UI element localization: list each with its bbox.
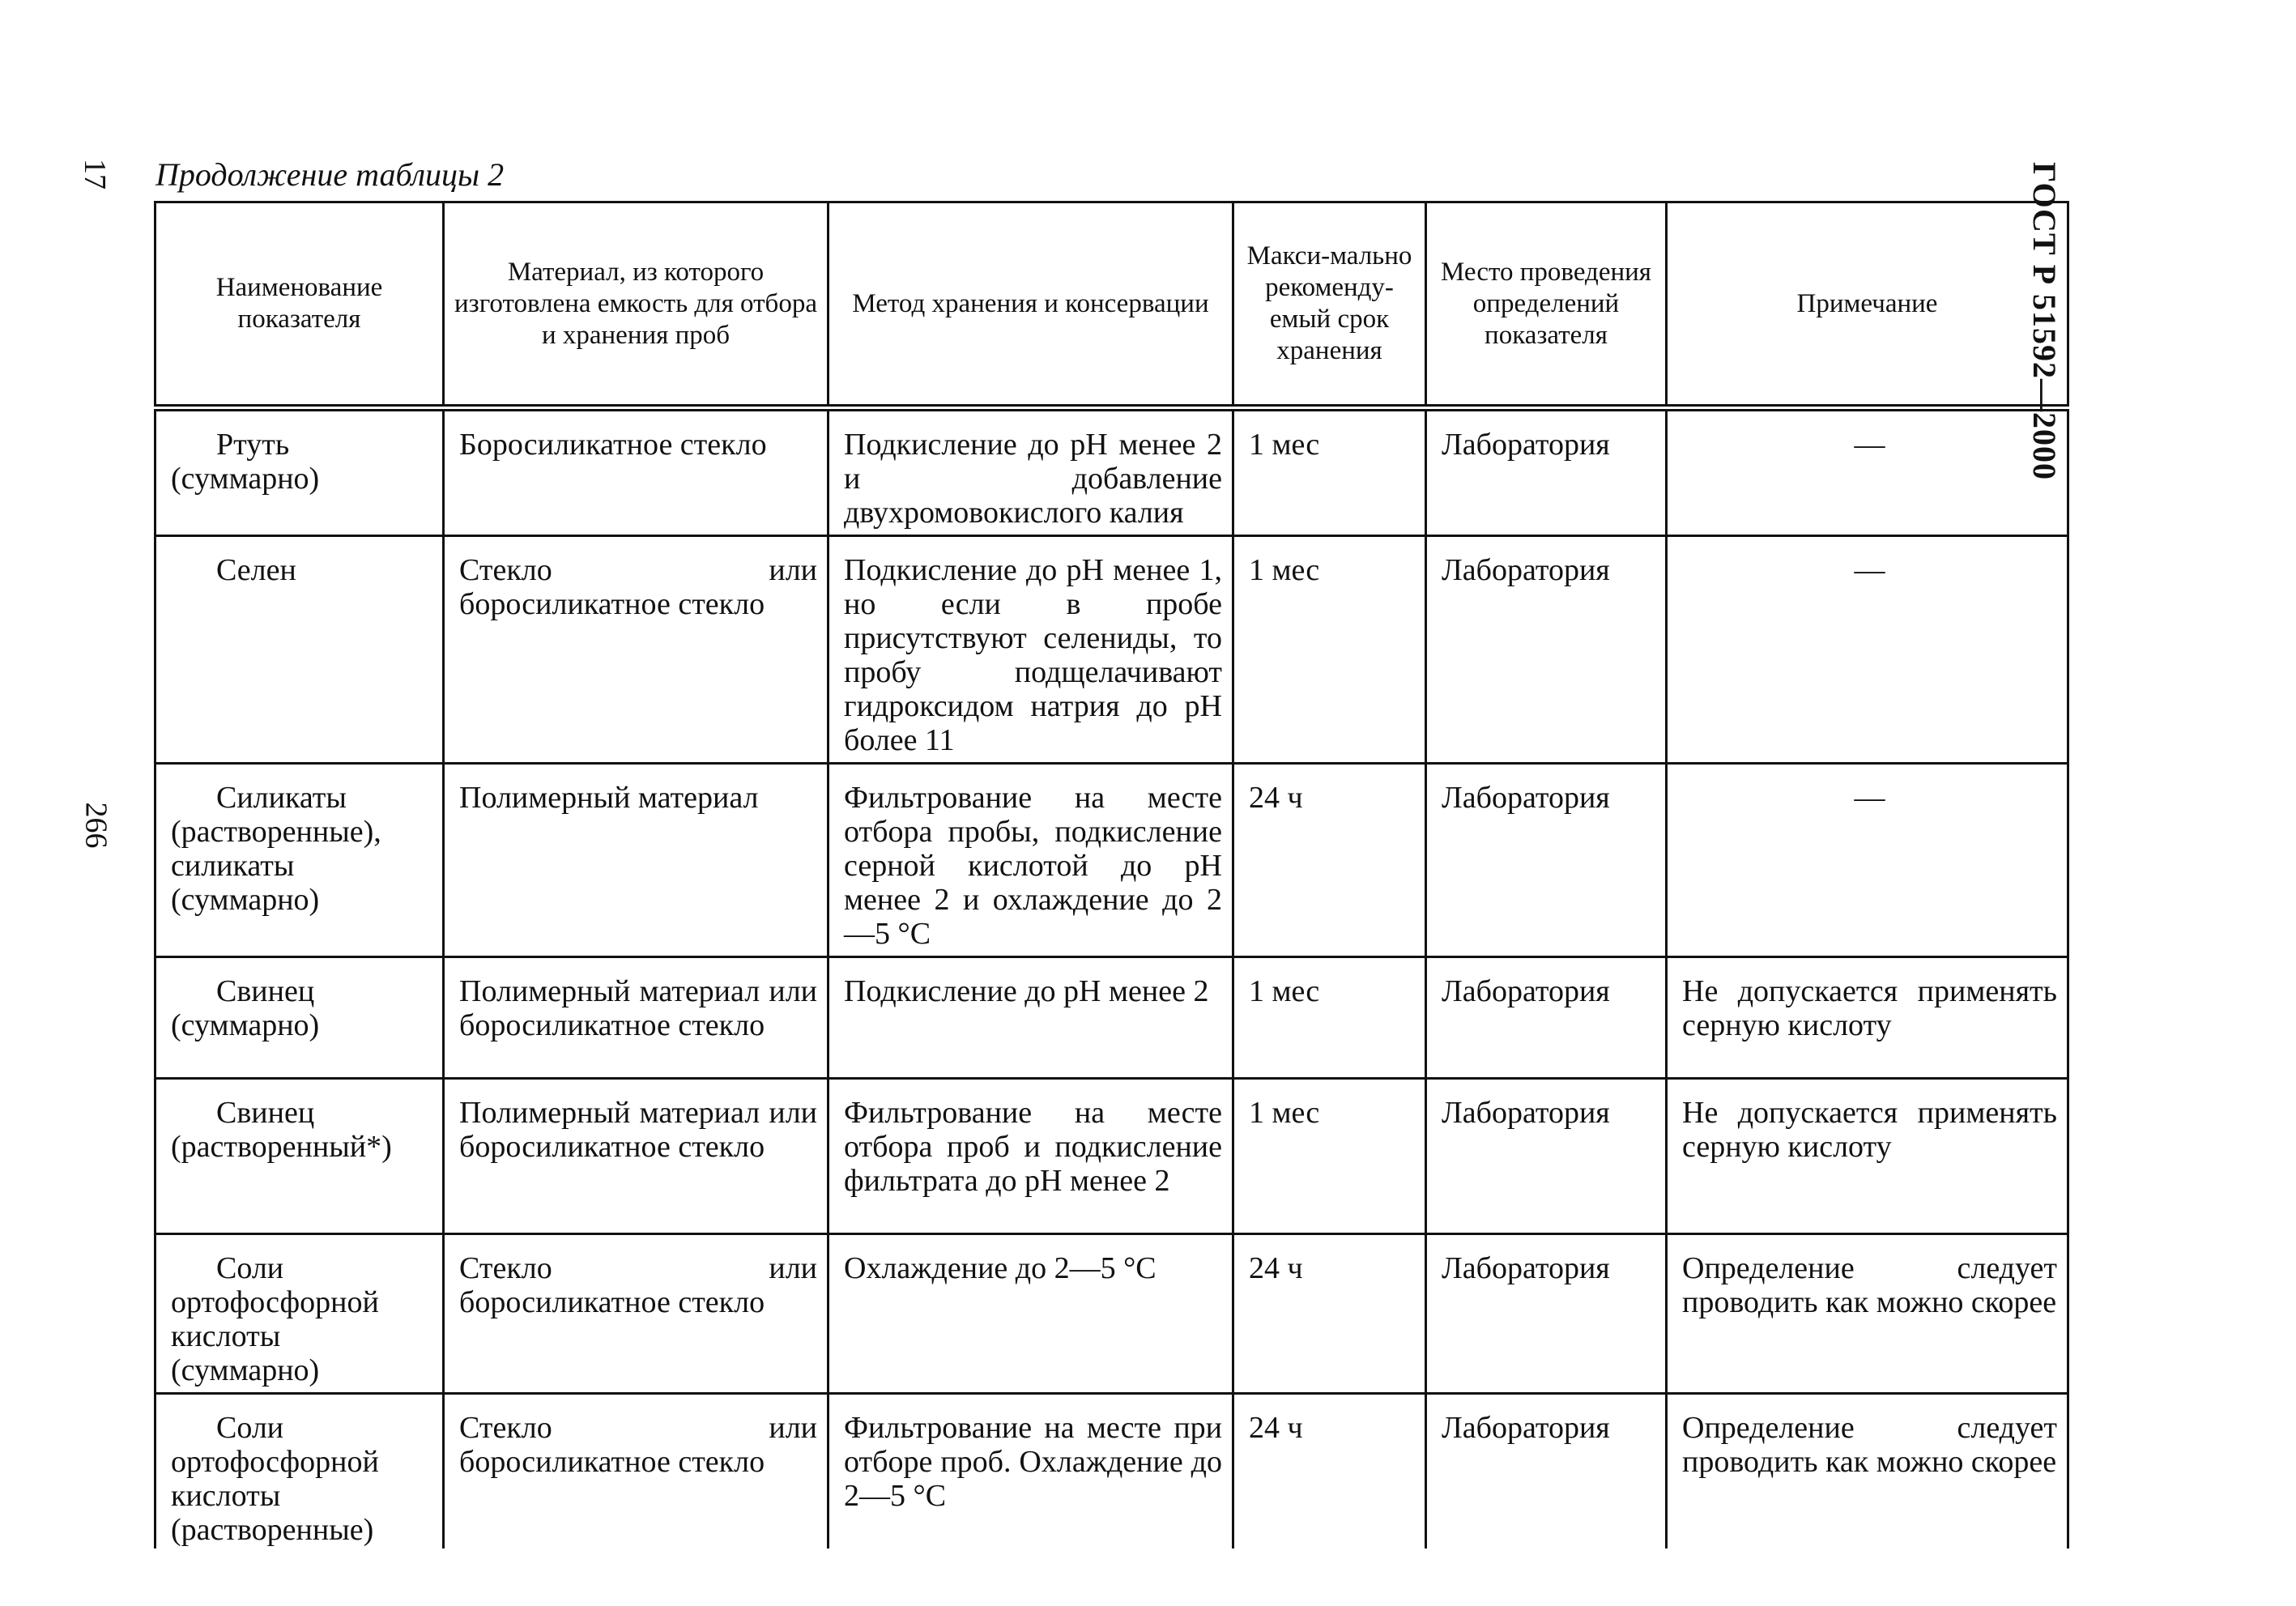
cell-indicator-name: Селен <box>155 536 444 764</box>
cell-note: Не допускается применять серную кислоту <box>1667 1079 2068 1234</box>
cell-storage-method: Подкисление до pH менее 1, но если в пробе присутствуют селениды, то пробу подщелачивают гидроксидом натрия до pH более 11 <box>829 536 1233 764</box>
cell-indicator-name: Силикаты (растворенные), силикаты (суммарно) <box>155 764 444 957</box>
header-note: Примечание <box>1667 202 2068 408</box>
table-row <box>155 1079 2068 1234</box>
cell-test-place: Лаборатория <box>1426 764 1667 957</box>
cell-indicator-name: Соли ортофосфорной кислоты (суммарно) <box>155 1234 444 1394</box>
cell-storage-method: Подкисление до pH менее 2 <box>829 957 1233 1079</box>
cell-max-storage-term: 24 ч <box>1233 764 1426 957</box>
cell-max-storage-term: 24 ч <box>1233 1234 1426 1394</box>
cell-max-storage-term: 24 ч <box>1233 1394 1426 1549</box>
header-indicator-name: Наименование показателя <box>155 202 444 408</box>
cell-storage-method: Фильтрование на месте отбора пробы, подкисление серной кислотой до pH менее 2 и охлаждение до 2—5 °С <box>829 764 1233 957</box>
header-container-material: Материал, из которого изготовлена емкость для отбора и хранения проб <box>444 202 829 408</box>
cell-container-material: Стекло или боросиликатное стекло <box>444 1394 829 1549</box>
cell-container-material: Полимерный материал или боросиликатное стекло <box>444 957 829 1079</box>
cell-test-place: Лаборатория <box>1426 1394 1667 1549</box>
cell-storage-method: Подкисление до pH менее 2 и добавление двухромовокислого калия <box>829 408 1233 536</box>
cell-container-material: Боросиликатное стекло <box>444 408 829 536</box>
cell-test-place: Лаборатория <box>1426 408 1667 536</box>
cell-note: Определение следует проводить как можно скорее <box>1667 1234 2068 1394</box>
table-row <box>155 536 2068 764</box>
cell-note: Не допускается применять серную кислоту <box>1667 957 2068 1079</box>
header-test-place: Место проведения определений показателя <box>1426 202 1667 408</box>
cell-test-place: Лаборатория <box>1426 957 1667 1079</box>
header-max-storage-term: Макси-мально рекоменду-емый срок хранения <box>1233 202 1426 408</box>
storage-table <box>154 201 2069 1548</box>
cell-indicator-name: Свинец (растворенный*) <box>155 1079 444 1234</box>
cell-max-storage-term: 1 мес <box>1233 957 1426 1079</box>
table-row <box>155 1394 2068 1549</box>
cell-max-storage-term: 1 мес <box>1233 1079 1426 1234</box>
cell-note: Определение следует проводить как можно скорее <box>1667 1394 2068 1549</box>
cell-max-storage-term: 1 мес <box>1233 536 1426 764</box>
cell-test-place: Лаборатория <box>1426 1079 1667 1234</box>
cell-indicator-name: Свинец (суммарно) <box>155 957 444 1079</box>
table-header-row <box>155 202 2068 408</box>
table-row <box>155 764 2068 957</box>
table-caption: Продолжение таблицы 2 <box>155 156 505 193</box>
page-number-middle: 266 <box>79 802 113 849</box>
cell-test-place: Лаборатория <box>1426 536 1667 764</box>
cell-indicator-name: Соли ортофосфорной кислоты (растворенные) <box>155 1394 444 1549</box>
cell-storage-method: Фильтрование на месте при отборе проб. Охлаждение до 2—5 °С <box>829 1394 1233 1549</box>
cell-note: — <box>1667 408 2068 536</box>
cell-storage-method: Охлаждение до 2—5 °С <box>829 1234 1233 1394</box>
cell-container-material: Полимерный материал <box>444 764 829 957</box>
cell-note: — <box>1667 764 2068 957</box>
table-row <box>155 408 2068 536</box>
cell-storage-method: Фильтрование на месте отбора проб и подкисление фильтрата до pH менее 2 <box>829 1079 1233 1234</box>
table-row <box>155 1234 2068 1394</box>
cell-max-storage-term: 1 мес <box>1233 408 1426 536</box>
cell-container-material: Стекло или боросиликатное стекло <box>444 1234 829 1394</box>
cell-indicator-name: Ртуть (суммарно) <box>155 408 444 536</box>
cell-container-material: Полимерный материал или боросиликатное стекло <box>444 1079 829 1234</box>
cell-container-material: Стекло или боросиликатное стекло <box>444 536 829 764</box>
table-row <box>155 957 2068 1079</box>
cell-note: — <box>1667 536 2068 764</box>
standard-code: ГОСТ Р 51592—2000 <box>2026 162 2063 481</box>
page-number-top: 17 <box>78 159 112 190</box>
cell-test-place: Лаборатория <box>1426 1234 1667 1394</box>
header-storage-method: Метод хранения и консервации <box>829 202 1233 408</box>
